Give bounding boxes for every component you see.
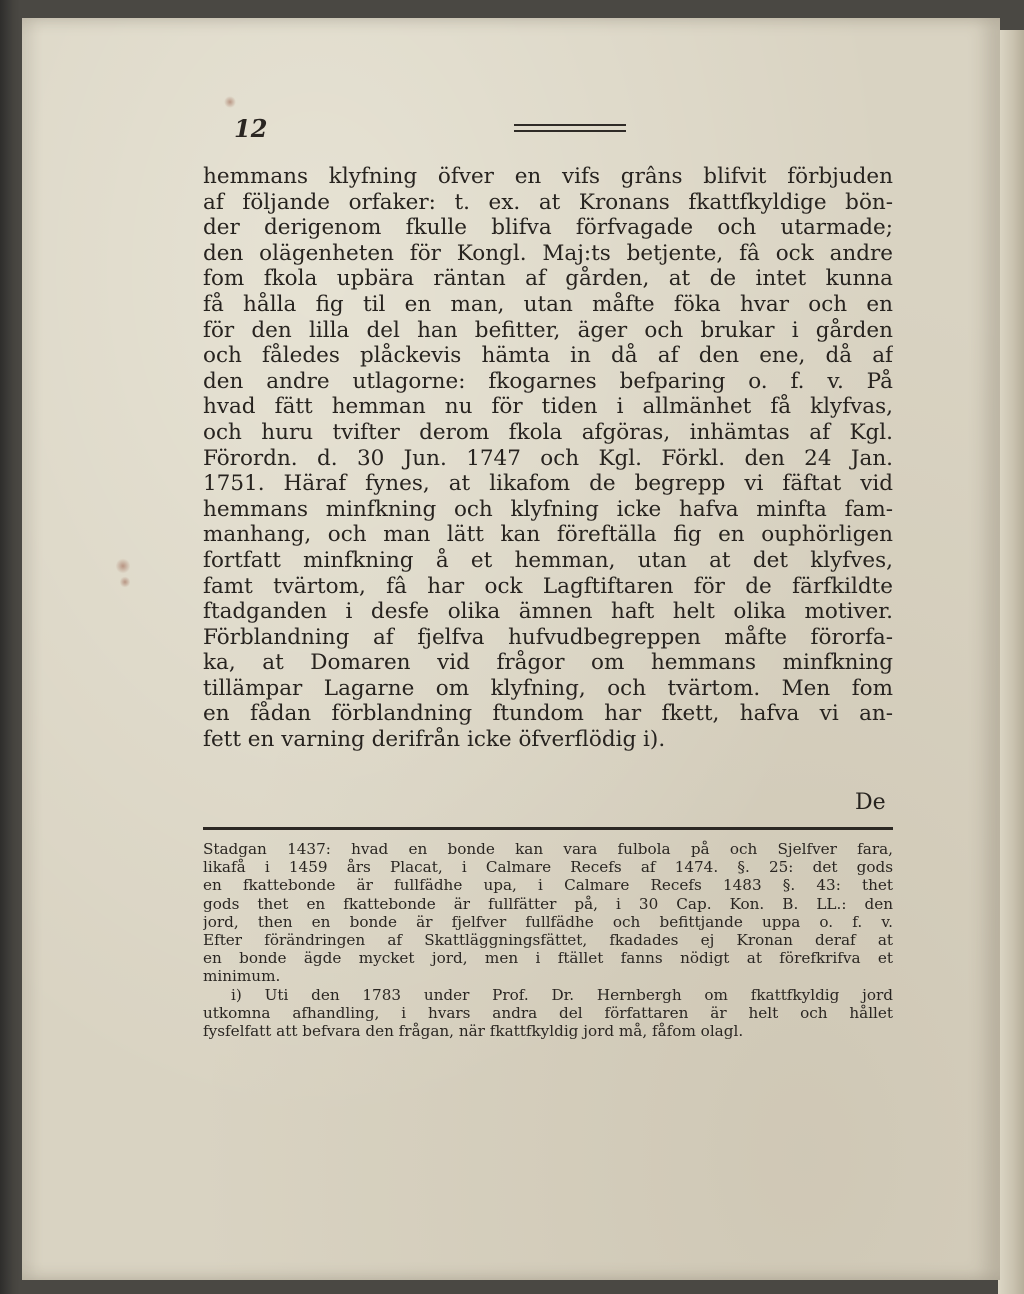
text-line: ftadganden i desfe olika ämnen haft helt olika motiver. [203,599,893,625]
footnote-line: likafå i 1459 års Placat, i Calmare Recefs af 1474. §. 25: det gods [203,858,893,877]
text-line: och huru tvifter derom fkola afgöras, inhämtas af Kgl. [203,419,893,445]
body-text [203,164,893,753]
text-line: fom fkola upbära räntan af gården, at de intet kunna [203,266,893,292]
text-line: och fåledes plåckevis hämta in då af den ene, då af [203,343,893,369]
footnote-line: i) Uti den 1783 under Prof. Dr. Hernbergh om fkattfkyldig jord [231,985,893,1004]
text-line: få hålla fig til en man, utan måfte föka hvar och en [203,291,893,317]
text-line: hvad fätt hemman nu för tiden i allmänhet få klyfvas, [203,394,893,420]
text-line: för den lilla del han befitter, äger och brukar i gården [203,317,893,343]
text-line: 1751. Häraf fynes, at likafom de begrepp vi fäftat vid [203,471,893,497]
footnote-line: Stadgan 1437: hvad en bonde kan vara fulbola på och Sjelfver fara, [203,840,893,858]
text-line: af följande orfaker: t. ex. at Kronans fkattfkyldige bön- [203,189,893,215]
footnote-line: fysfelfatt att befvara den frågan, när fkattfkyldig jord må, fåfom olagl. [203,1021,744,1040]
footnote-line: gods thet en fkattebonde är fullfätter på, i 30 Cap. Kon. B. LL.: den [203,894,893,913]
text-line: famt tvärtom, fâ har ock Lagftiftaren för de färfkildte [203,573,893,599]
footnote-line: en fkattebonde är fullfädhe upa, i Calmare Recefs 1483 §. 43: thet [203,876,893,895]
text-line: fortfatt minfkning å et hemman, utan at det klyfves, [203,547,893,573]
footnote-line: en bonde ägde mycket jord, men i ftället fanns nödigt at förefkrifva et [203,949,893,968]
text-line: der derigenom fkulle blifva förfvagade och utarmade; [203,215,893,241]
text-line: en fådan förblandning ftundom har fkett, hafva vi an- [203,701,893,727]
text-line: hemmans klyfning öfver en vifs grâns blifvit förbjuden [203,164,893,189]
text-line: den olägenheten för Kongl. Maj:ts betjente, fâ ock andre [203,240,893,266]
text-line: tillämpar Lagarne om klyfning, och tvärtom. Men fom [203,675,893,701]
footnote-rule [203,827,893,830]
footnotes [203,840,893,1040]
text-line: fett en varning derifrån icke öfverflödig i). [203,727,666,753]
footnote-line: minimum. [203,967,281,986]
text-line: Förblandning af fjelfva hufvudbegreppen måfte förorfa- [203,624,893,650]
footnote-line: jord, then en bonde är fjelfver fullfädhe och befittjande uppa o. f. v. [203,912,893,931]
page-number: 12 [234,114,268,143]
ink-stain [116,558,130,574]
footnote-line: Efter förändringen af Skattläggningsfättet, fkadades ej Kronan deraf at [203,930,893,949]
ink-stain [224,96,236,108]
next-page-edge [998,30,1024,1294]
catchword: De [855,790,886,815]
text-line: ka, at Domaren vid frågor om hemmans minfkning [203,650,893,676]
header-rule [514,124,626,132]
ink-stain [120,576,130,588]
text-line: den andre utlagorne: fkogarnes befparing o. f. v. På [203,368,893,394]
footnote-line: utkomna afhandling, i hvars andra del författaren är helt och hållet [203,1003,893,1022]
text-line: Förordn. d. 30 Jun. 1747 och Kgl. Förkl. den 24 Jan. [203,445,893,471]
text-line: manhang, och man lätt kan föreftälla fig en ouphörligen [203,522,893,548]
text-line: hemmans minfkning och klyfning icke hafva minfta fam- [203,496,893,522]
